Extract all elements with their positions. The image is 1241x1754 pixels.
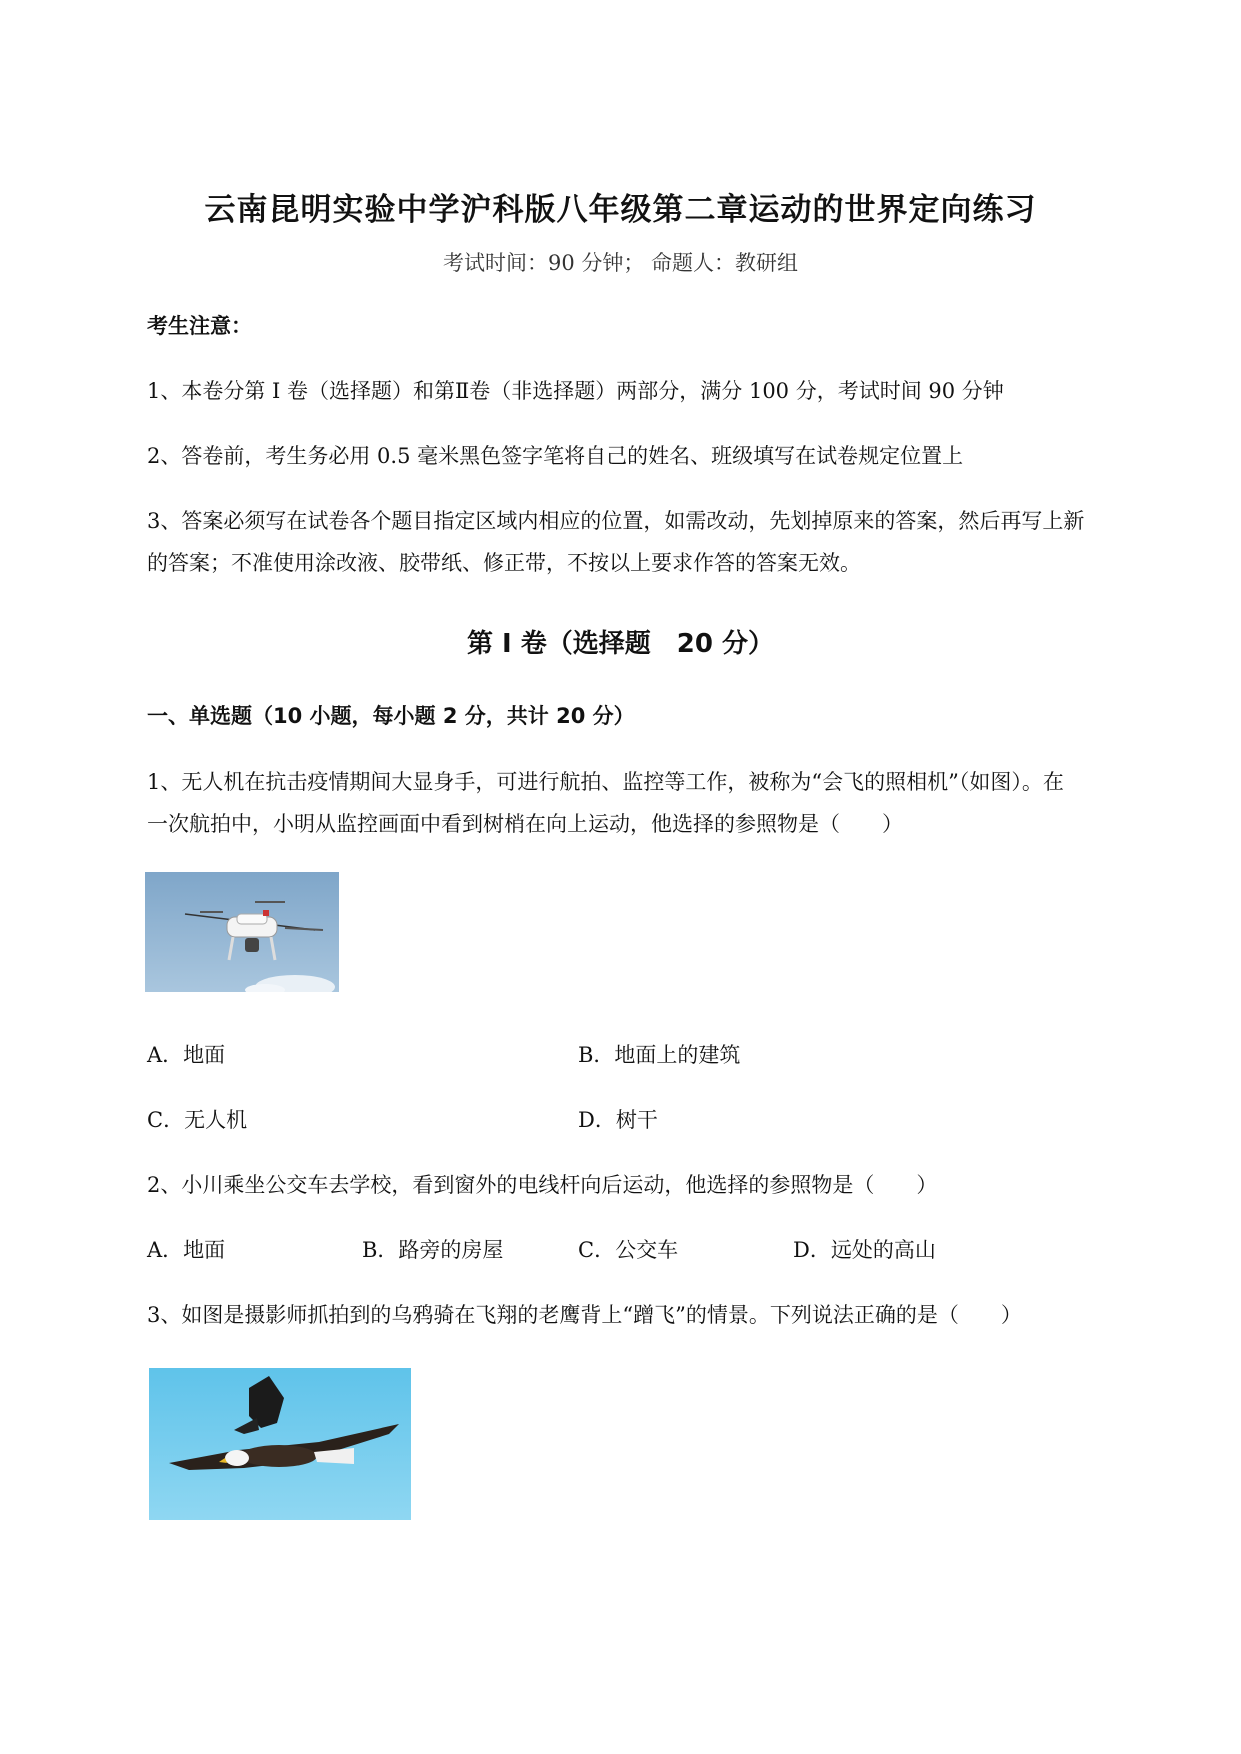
page-title: 云南昆明实验中学沪科版八年级第二章运动的世界定向练习	[204, 192, 1037, 228]
notice-item: 2、答卷前，考生务必用 0.5 毫米黑色签字笔将自己的姓名、班级填写在试卷规定位置上	[147, 444, 964, 468]
question-2-option: B．路旁的房屋	[362, 1238, 504, 1262]
question-1-option: A．地面	[147, 1043, 226, 1067]
notice-item: 3、答案必须写在试卷各个题目指定区域内相应的位置，如需改动，先划掉原来的答案，然后再写上新	[147, 509, 1085, 533]
question-2-text: 2、小川乘坐公交车去学校，看到窗外的电线杆向后运动，他选择的参照物是（ ）	[147, 1173, 938, 1197]
question-2-option: A．地面	[147, 1238, 226, 1262]
question-3-text: 3、如图是摄影师抓拍到的乌鸦骑在飞翔的老鹰背上“蹭飞”的情景。下列说法正确的是（ ）	[147, 1303, 1022, 1327]
page-subtitle: 考试时间：90 分钟； 命题人：教研组	[442, 251, 799, 275]
question-1-option: D．树干	[578, 1108, 658, 1132]
section-title: 第 I 卷（选择题 20 分）	[466, 629, 774, 659]
drone-photo	[145, 872, 339, 992]
notice-item: 1、本卷分第 I 卷（选择题）和第Ⅱ卷（非选择题）两部分，满分 100 分，考试时间 90 分钟	[147, 379, 1004, 403]
notice-heading: 考生注意：	[147, 314, 252, 338]
question-1-option: B．地面上的建筑	[578, 1043, 741, 1067]
part-heading: 一、单选题（10 小题，每小题 2 分，共计 20 分）	[147, 704, 635, 728]
notice-item: 的答案；不准使用涂改液、胶带纸、修正带，不按以上要求作答的答案无效。	[147, 551, 861, 575]
question-2-option: C．公交车	[578, 1238, 679, 1262]
question-1-option: C．无人机	[147, 1108, 248, 1132]
question-1-text: 一次航拍中，小明从监控画面中看到树梢在向上运动，他选择的参照物是（ ）	[147, 812, 903, 836]
question-2-option: D．远处的高山	[793, 1238, 936, 1262]
eagle-crow-photo	[149, 1368, 411, 1520]
question-1-text: 1、无人机在抗击疫情期间大显身手，可进行航拍、监控等工作，被称为“会飞的照相机”（如图）。在	[147, 770, 1064, 794]
